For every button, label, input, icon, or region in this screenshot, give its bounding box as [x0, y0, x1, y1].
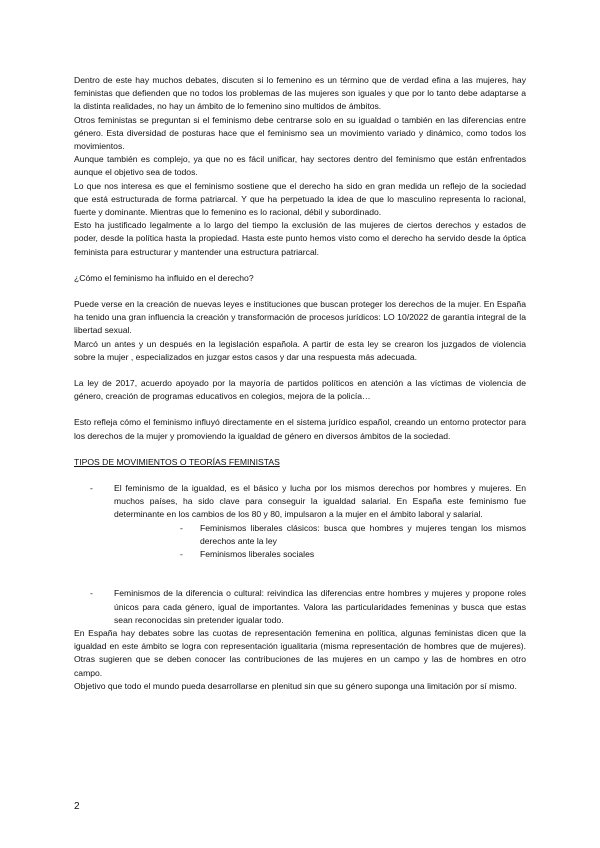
spacer: [74, 574, 526, 587]
list-item-text: El feminismo de la igualdad, es el básico y lucha por los mismos derechos por hombres y mujeres. En muchos países, ha sido clave para conseguir la igualdad salarial. En España este feminismo fue determinante en los cambios de los 80 y 80, impulsaron a la mujer en el ámbito laboral y salarial.: [114, 483, 526, 520]
sub-list: [114, 522, 526, 562]
paragraph: Otros feministas se preguntan si el feminismo debe centrarse solo en su igualdad o también en las diferencias entre género. Esta diversidad de posturas hace que el feminismo sea un movimiento variado y dinámico, como todos los movimientos.: [74, 114, 526, 152]
list-item-text: Feminismos de la diferencia o cultural: reivindica las diferencias entre hombres y mujeres y propone roles únicos para cada género, igual de importantes. Valora las particularidades femeninas y busca que estas sean reconocidas sin pretender igualar todo.: [114, 588, 526, 625]
sub-list-item-text: Feminismos liberales sociales: [200, 549, 315, 560]
paragraph: Dentro de este hay muchos debates, discuten si lo femenino es un término que de verdad efina a las mujeres, hay feministas que defienden que no todos los problemas de las mujeres son iguales y que por lo tanto debe adaptarse a la distinta realidades, no hay un ámbito de lo femenino sino multidos de ámbitos.: [74, 75, 526, 112]
paragraph: Esto ha justificado legalmente a lo largo del tiempo la exclusión de las mujeres de ciertos derechos y estados de poder, desde la política hasta la propiedad. Hasta este punto hemos visto como el derecho ha servido desde la óptica feminista para estructurar y mantender una estructura patriarcal.: [74, 220, 526, 257]
paragraph: Lo que nos interesa es que el feminismo sostiene que el derecho ha sido en gran medida un reflejo de la sociedad que está estructurada de forma patriarcal. Y que ha perpetuado la idea de que lo masculino representa lo racional, fuerte y dominante. Mientras que lo femenino es lo racional, débil y subordinado.: [74, 180, 526, 218]
list-item: [74, 482, 526, 561]
sub-list-item: [180, 548, 526, 561]
spacer: [74, 364, 526, 377]
dash-bullet: -: [90, 588, 93, 599]
section-title: TIPOS DE MOVIMIENTOS O TEORÍAS FEMINISTAS: [74, 456, 280, 467]
paragraph: Aunque también es complejo, ya que no es fácil unificar, hay sectores dentro del feminismo que están enfrentados aunque el objetivo sea de todos.: [74, 154, 526, 178]
spacer: [74, 469, 526, 482]
spacer: [74, 561, 526, 574]
paragraph: Puede verse en la creación de nuevas leyes e instituciones que buscan proteger los derechos de la mujer. En España ha tenido una gran influencia la creación y transformación de procesos jurídicos: LO 10/2022 de garantía integral de la libertad sexual.: [74, 299, 526, 336]
dash-bullet: -: [90, 483, 93, 494]
sub-list-item-text: Feminismos liberales clásicos: busca que hombres y mujeres tengan los mismos derechos ante la ley: [200, 522, 526, 546]
paragraph: Esto refleja cómo el feminismo influyó directamente en el sistema jurídico español, creando un entorno protector para los derechos de la mujer y promoviendo la igualdad de género en diversos ámbitos de la sociedad.: [74, 417, 526, 441]
spacer: [74, 259, 526, 272]
paragraph: En España hay debates sobre las cuotas de representación femenina en política, algunas feministas dicen que la igualdad en este ámbito se logra con representación igualitaria (misma representación de hombres que de mujeres). Otras sugieren que se deben conocer las contribuciones de las mujeres en un campo y las de hombres en otro campo.: [74, 627, 526, 678]
page-content: [74, 74, 526, 693]
paragraph: La ley de 2017, acuerdo apoyado por la mayoría de partidos políticos en atención a las víctimas de violencia de género, creación de programas educativos en colegios, mejora de la policía…: [74, 378, 526, 402]
paragraph: Marcó un antes y un después en la legislación española. A partir de esta ley se crearon los juzgados de violencia sobre la mujer , especializados en juzgar estos casos y dar una respuesta más adecuada.: [74, 338, 526, 362]
dash-bullet: -: [180, 549, 183, 560]
list-item: [74, 587, 526, 627]
movements-list: [74, 482, 526, 561]
spacer: [74, 403, 526, 416]
spacer: [74, 443, 526, 456]
sub-list-item: [180, 522, 526, 548]
spacer: [74, 285, 526, 298]
page-number: 2: [74, 801, 80, 812]
movements-list-continued: [74, 587, 526, 627]
dash-bullet: -: [180, 522, 183, 533]
paragraph: Objetivo que todo el mundo pueda desarrollarse en plenitud sin que su género suponga una limitación por sí mismo.: [74, 680, 517, 691]
question-heading: ¿Cómo el feminismo ha influido en el derecho?: [74, 272, 254, 283]
